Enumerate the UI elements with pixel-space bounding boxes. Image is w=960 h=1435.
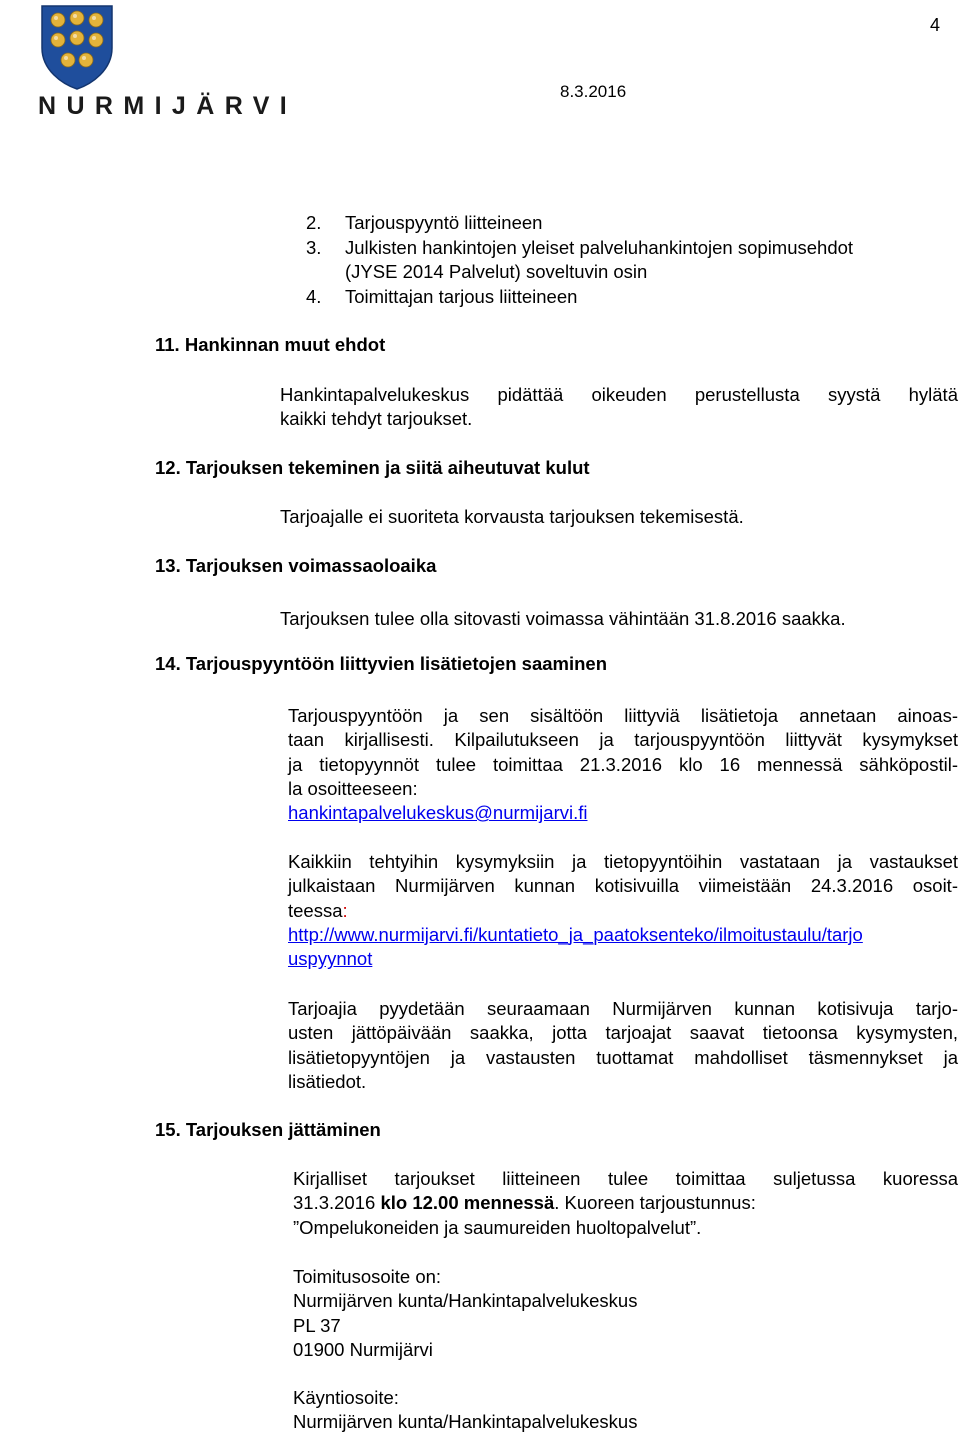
section-11-paragraph — [280, 383, 958, 432]
list-number: 3. — [306, 237, 322, 258]
list-item-text: Toimittajan tarjous liitteineen — [345, 286, 578, 307]
section-14-paragraph-3 — [288, 997, 958, 1094]
document-date: 8.3.2016 — [560, 82, 627, 101]
paragraph-line: Kirjalliset tarjoukset liitteineen tulee toimittaa suljetussa kuoressa — [293, 1168, 958, 1189]
paragraph-line: taan kirjallisesti. Kilpailutukseen ja tarjouspyyntöön liittyvät kysymykset — [288, 729, 958, 751]
paragraph-line — [288, 899, 958, 923]
paragraph-line: Kaikkiin tehtyihin kysymyksiin ja tietopyyntöihin vastataan ja vastaukset — [288, 851, 958, 872]
paragraph-line: julkaistaan Nurmijärven kunnan kotisivuilla viimeistään 24.3.2016 osoit- — [288, 875, 958, 897]
page-number: 4 — [929, 15, 940, 35]
paragraph-line: Tarjouspyyntöön ja sen sisältöön liittyviä lisätietoja annetaan ainoas- — [288, 705, 958, 726]
section-12-heading: 12. Tarjouksen tekeminen ja siitä aiheutuvat kulut — [155, 457, 590, 478]
section-14-paragraph-2 — [288, 850, 958, 971]
address-line: Toimitusosoite on: — [293, 1266, 442, 1287]
section-15-paragraph — [293, 1167, 958, 1240]
paragraph-text: teessa — [288, 899, 343, 921]
list-item — [306, 212, 321, 234]
section-14-heading: 14. Tarjouspyyntöön liittyvien lisätietojen saaminen — [155, 653, 607, 674]
paragraph-line: kaikki tehdyt tarjoukset. — [280, 408, 473, 430]
paragraph-line — [288, 947, 958, 971]
section-13-heading: 13. Tarjouksen voimassaoloaika — [155, 555, 437, 576]
list-number: 2. — [306, 212, 322, 233]
paragraph-line — [288, 923, 958, 947]
paragraph-line: la osoitteeseen: — [288, 777, 418, 799]
list-item-text: Julkisten hankintojen yleiset palveluhankintojen sopimusehdot — [345, 237, 854, 258]
section-12-text: Tarjoajalle ei suoriteta korvausta tarjouksen tekemisestä. — [280, 506, 744, 527]
red-colon: : — [342, 899, 348, 921]
delivery-address — [293, 1265, 958, 1362]
paragraph-line: lisätiedot. — [288, 1070, 367, 1092]
address-line: Nurmijärven kunta/Hankintapalvelukeskus — [293, 1411, 638, 1433]
list-item — [306, 237, 321, 259]
list-item — [306, 286, 321, 308]
section-11-heading: 11. Hankinnan muut ehdot — [155, 334, 386, 355]
paragraph-line — [293, 1191, 958, 1215]
paragraph-line: Hankintapalvelukeskus pidättää oikeuden perustellusta syystä hylätä — [280, 384, 958, 405]
paragraph-text: . Kuoreen tarjoustunnus: — [554, 1192, 756, 1214]
deadline-emphasis: klo 12.00 mennessä — [380, 1192, 555, 1214]
paragraph-text: 31.3.2016 — [293, 1192, 381, 1214]
url-link-continued[interactable]: uspyynnot — [288, 948, 373, 970]
municipal-crest-logo — [40, 4, 114, 90]
paragraph-line — [288, 801, 958, 825]
url-link[interactable]: http://www.nurmijarvi.fi/kuntatieto_ja_paatoksenteko/ilmoitustaulu/tarjo — [288, 923, 863, 945]
address-line: 01900 Nurmijärvi — [293, 1338, 433, 1360]
list-number: 4. — [306, 286, 322, 307]
section-15-heading: 15. Tarjouksen jättäminen — [155, 1119, 381, 1140]
list-item-text-continued: (JYSE 2014 Palvelut) soveltuvin osin — [345, 261, 648, 282]
address-line: PL 37 — [293, 1314, 341, 1336]
paragraph-line: usten jättöpäivään saakka, jotta tarjoajat saavat tietoonsa kysymysten, — [288, 1022, 958, 1044]
section-13-text: Tarjouksen tulee olla sitovasti voimassa vähintään 31.8.2016 saakka. — [280, 608, 846, 629]
paragraph-line: ja tietopyynnöt tulee toimittaa 21.3.2016 klo 16 mennessä sähköpostil- — [288, 753, 958, 775]
list-item-text: Tarjouspyyntö liitteineen — [345, 212, 543, 233]
paragraph-line: ”Ompelukoneiden ja saumureiden huoltopalvelut”. — [293, 1216, 702, 1238]
section-14-paragraph-1 — [288, 704, 958, 825]
logo-wordmark: NURMIJÄRVI — [38, 92, 298, 120]
visiting-address — [293, 1386, 958, 1435]
address-line: Käyntiosoite: — [293, 1387, 399, 1408]
email-link[interactable]: hankintapalvelukeskus@nurmijarvi.fi — [288, 802, 588, 824]
address-line: Nurmijärven kunta/Hankintapalvelukeskus — [293, 1290, 638, 1312]
paragraph-line: lisätietopyyntöjen ja vastausten tuottamat mahdolliset täsmennykset ja — [288, 1046, 958, 1068]
paragraph-line: Tarjoajia pyydetään seuraamaan Nurmijärven kunnan kotisivuja tarjo- — [288, 998, 958, 1019]
